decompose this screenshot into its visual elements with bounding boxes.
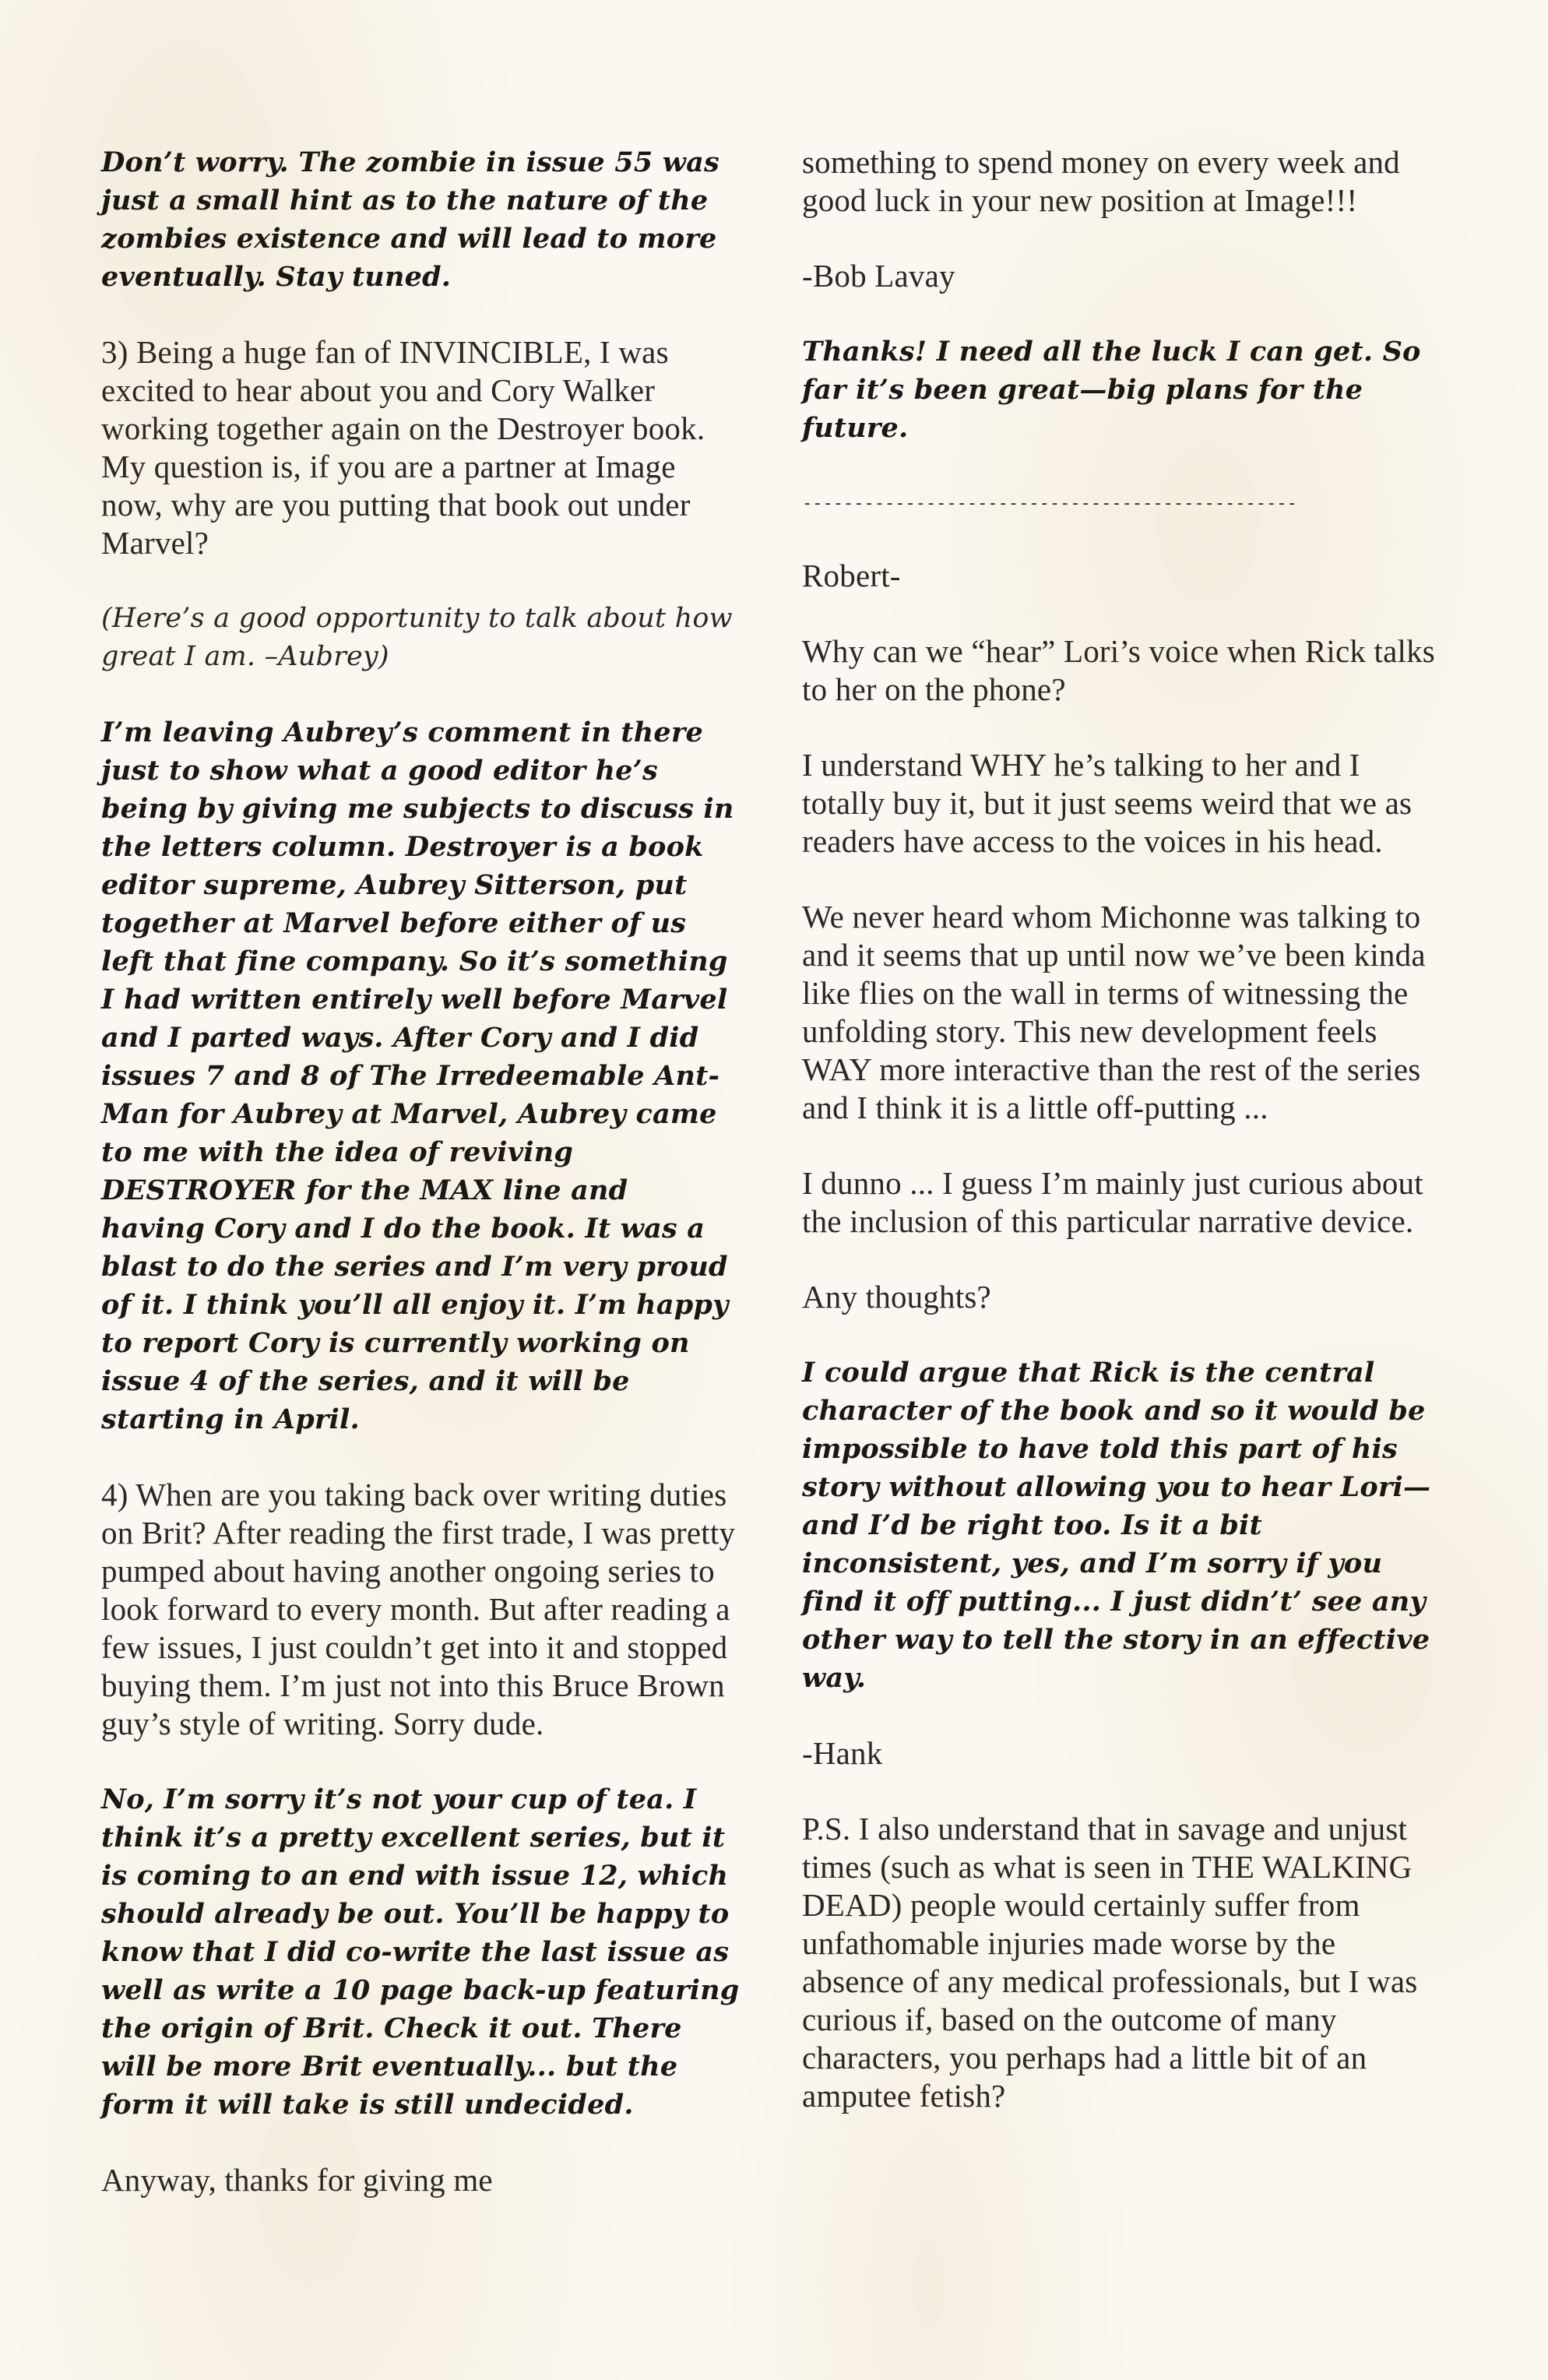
- letter-postscript: P.S. I also understand that in savage and unjust times (such as what is seen in THE WALKING DEAD) people would certainly suffer from unfathomable injuries made worse by the absence of any medical professionals, but I was curious if, based on the outcome of many characters, you perhaps had a little bit of an amputee fetish?: [802, 1811, 1418, 2114]
- letter-paragraph-michonne: We never heard whom Michonne was talking to and it seems that up until now we’ve been kinda like flies on the wall in terms of witnessing the unfolding story. This new development feels WAY more interactive than the rest of the series and I think it is a little off-putting ...: [802, 899, 1426, 1125]
- right-column: [802, 143, 1441, 2153]
- section-divider: ------------------------------------------------: [802, 494, 1297, 513]
- letter-signature-hank: -Hank: [802, 1735, 883, 1771]
- reply-brit: No, I’m sorry it’s not your cup of tea. I think it’s a pretty excellent series, but it is coming to an end with issue 12, which should already be out. You’ll be happy to know that I did co-write the last issue as well as write a 10 page back-up featuring the origin of Brit. Check it out. There will be more Brit eventually... but the form it will take is still undecided.: [101, 1783, 740, 2121]
- letter-paragraph-dunno: I dunno ... I guess I’m mainly just curious about the inclusion of this particular narrative device.: [802, 1165, 1423, 1239]
- letter-any-thoughts: Any thoughts?: [802, 1279, 991, 1315]
- reply-zombie-issue-55: Don’t worry. The zombie in issue 55 was just a small hint as to the nature of the zombies existence and will lead to more eventually. Stay tuned.: [101, 146, 719, 293]
- letter-question-destroyer: 3) Being a huge fan of INVINCIBLE, I was excited to hear about you and Cory Walker working together again on the Destroyer book. My question is, if you are a partner at Image now, why are you putting that book out under Marvel?: [101, 334, 705, 561]
- letter-salutation-robert: Robert-: [802, 558, 901, 593]
- letter-signature-bob: -Bob Lavay: [802, 258, 955, 294]
- reply-destroyer: I’m leaving Aubrey’s comment in there just to show what a good editor he’s being by giving me subjects to discuss in the letters column. Destroyer is a book editor supreme, Aubrey Sitterson, put together at Marvel before either of us left that fine company. So it’s something I had written entirely well before Marvel and I parted ways. After Cory and I did issues 7 and 8 of The Irredeemable Ant-Man for Aubrey at Marvel, Aubrey came to me with the idea of reviving DESTROYER for the MAX line and having Cory and I do the book. It was a blast to do the series and I’m very proud of it. I think you’ll all enjoy it. I’m happy to report Cory is currently working on issue 4 of the series, and it will be starting in April.: [101, 716, 734, 1435]
- editor-aside-aubrey: (Here’s a good opportunity to talk about how great I am. –Aubrey): [101, 603, 733, 672]
- letter-question-lori-voice: Why can we “hear” Lori’s voice when Rick talks to her on the phone?: [802, 633, 1435, 707]
- left-column: [101, 143, 740, 2237]
- reply-rick-central: I could argue that Rick is the central character of the book and so it would be impossible to have told this part of his story without allowing you to hear Lori—and I’d be right too. Is it a bit inconsistent, yes, and I’m sorry if you find it off putting... I just didn’t’ see any other way to tell the story in an effective way.: [802, 1357, 1431, 1694]
- letter-closing-end: something to spend money on every week and good luck in your new position at Image!!!: [802, 144, 1400, 218]
- letter-question-brit: 4) When are you taking back over writing duties on Brit? After reading the first trade, I was pretty pumped about having another ongoing series to look forward to every month. But after reading a few issues, I just couldn’t get into it and stopped buying them. I’m just not into this Bruce Brown guy’s style of writing. Sorry dude.: [101, 1477, 736, 1741]
- letter-closing-start: Anyway, thanks for giving me: [101, 2162, 493, 2198]
- reply-thanks: Thanks! I need all the luck I can get. So far it’s been great—big plans for the future.: [802, 336, 1421, 444]
- letter-paragraph-understand: I understand WHY he’s talking to her and I totally buy it, but it just seems weird that we as readers have access to the voices in his head.: [802, 747, 1413, 859]
